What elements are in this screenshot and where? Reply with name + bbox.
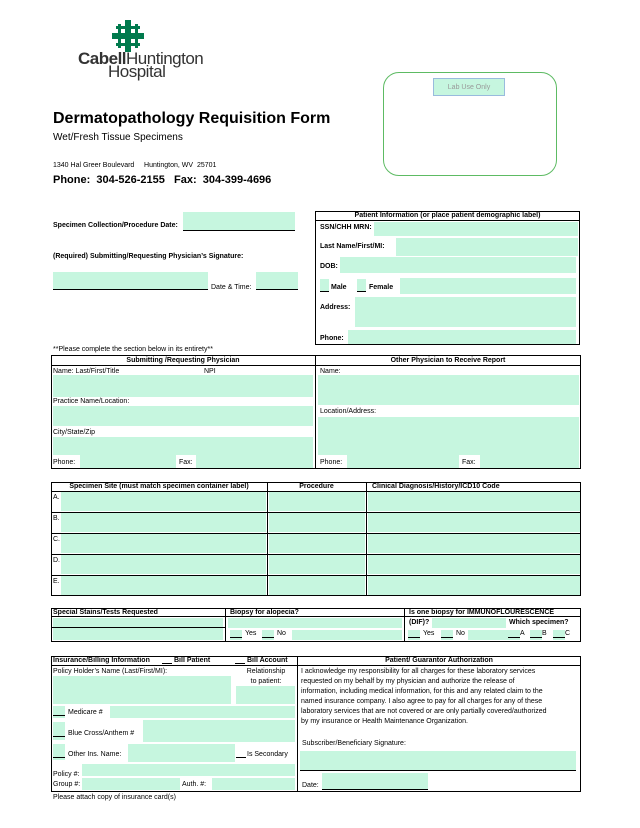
specimen-row-label: E.	[53, 578, 60, 585]
secondary-label: Is Secondary	[247, 751, 288, 758]
dif-which-label: Which specimen?	[509, 619, 569, 626]
submitting-name-label: Name: Last/First/Title	[53, 368, 120, 375]
specimen-procedure-field[interactable]	[269, 555, 365, 574]
phone-fax-line: Phone: 304-526-2155 Fax: 304-399-4696	[53, 174, 272, 186]
logo-hospital: Hospital	[108, 62, 166, 81]
other-phone-field[interactable]	[347, 455, 459, 468]
dif-a-underline	[508, 630, 520, 638]
bill-patient-label: Bill Patient	[174, 657, 211, 664]
patient-ssn-field[interactable]	[374, 222, 578, 236]
logo-huntington: Huntington	[126, 49, 204, 68]
secondary-check[interactable]	[236, 750, 246, 758]
other-ins-underline	[53, 750, 65, 758]
dif-yes-underline	[408, 630, 420, 638]
relationship-label-1: Relationship	[246, 668, 286, 675]
stains-header: Special Stains/Tests Requested	[53, 609, 158, 616]
dif-a-label: A	[520, 630, 525, 637]
specimen-diagnosis-header: Clinical Diagnosis/History/ICD10 Code	[372, 483, 500, 490]
specimen-site-field[interactable]	[61, 534, 266, 553]
stains-divider-2	[404, 608, 405, 642]
medicare-label: Medicare #	[68, 709, 103, 716]
logo-cabell: Cabell	[78, 49, 127, 68]
dif-field[interactable]	[432, 618, 506, 628]
stains-header-rule	[51, 616, 581, 617]
bill-account-label: Bill Account	[247, 657, 288, 664]
other-phone-label: Phone:	[320, 459, 343, 466]
authorization-text-line: laboratory services that are not covered or are only partially covered/authorized	[301, 708, 547, 715]
dif-header: Is one biopsy for IMMUNOFLOURESCENCE	[409, 609, 555, 616]
specimen-diagnosis-field[interactable]	[368, 555, 580, 574]
entirety-note: **Please complete the section below in its entirety**	[53, 346, 213, 353]
policy-label: Policy #:	[53, 771, 80, 778]
alopecia-no-underline	[262, 630, 274, 638]
holder-label: Policy Holder’s Name (Last/First/MI):	[53, 668, 168, 675]
specimen-site-field[interactable]	[61, 492, 266, 511]
signature-label	[53, 253, 243, 260]
submitting-city-label: City/State/Zip	[53, 429, 96, 436]
group-label: Group #:	[53, 781, 81, 788]
specimen-procedure-field[interactable]	[269, 534, 365, 553]
patient-name-label: Last Name/First/MI:	[320, 243, 385, 250]
alopecia-header: Biopsy for alopecia?	[230, 609, 299, 616]
alopecia-yes-underline	[230, 630, 242, 638]
stains-divider-1	[225, 608, 226, 642]
specimen-diagnosis-field[interactable]	[368, 534, 580, 553]
patient-header: Patient Information (or place patient demographic label)	[354, 212, 541, 219]
specimen-procedure-field[interactable]	[269, 492, 365, 511]
specimen-site-field[interactable]	[61, 576, 266, 595]
specimen-diagnosis-field[interactable]	[368, 492, 580, 511]
specimen-row-label: A.	[53, 494, 60, 501]
patient-male-label: Male	[331, 284, 347, 291]
hospital-address: 1340 Hal Greer Boulevard Huntington, WV 25701	[53, 162, 217, 169]
auth-date-label: Date:	[302, 782, 319, 789]
page-subtitle: Wet/Fresh Tissue Specimens	[53, 132, 183, 143]
specimen-procedure-header: Procedure	[299, 483, 334, 490]
stains-mid-rule	[51, 627, 225, 628]
authorization-text-line: requested on my behalf by my physician and authorize the release of	[301, 678, 515, 685]
submitting-fax-label: Fax:	[179, 459, 193, 466]
other-ins-field[interactable]	[128, 744, 235, 762]
authorization-text-line: I acknowledge my responsibility for all charges for these laboratory services	[301, 668, 536, 675]
other-fax-label: Fax:	[462, 459, 476, 466]
patient-phone-field[interactable]	[348, 330, 576, 344]
medicare-field[interactable]	[110, 706, 295, 718]
subscriber-signature-label: Subscriber/Beneficiary Signature:	[302, 740, 406, 747]
subscriber-signature-field[interactable]	[300, 751, 576, 771]
submitting-practice-label: Practice Name/Location:	[53, 398, 130, 405]
dif-no-underline	[441, 630, 453, 638]
insurance-divider	[297, 656, 298, 792]
patient-address-field[interactable]	[355, 297, 576, 327]
auth-date-underline	[322, 782, 428, 790]
submitting-phone-label: Phone:	[53, 459, 76, 466]
signature-required: (Required)	[53, 253, 88, 260]
other-name-field[interactable]	[318, 375, 579, 405]
bluecross-underline	[53, 729, 65, 737]
auth-label: Auth. #:	[182, 781, 207, 788]
insurance-header-rule	[51, 665, 581, 666]
alopecia-yes-label: Yes	[245, 630, 257, 637]
authorization-text-line: named insurance company. I also agree to pay for all charges for any of these	[301, 698, 543, 705]
physicians-header-rule	[51, 365, 581, 366]
specimen-site-header: Specimen Site (must match specimen container label)	[69, 483, 249, 490]
bill-patient-check[interactable]	[162, 656, 172, 664]
dif-b-underline	[530, 630, 542, 638]
specimen-diagnosis-field[interactable]	[368, 513, 580, 532]
collection-date-label: Specimen Collection/Procedure Date:	[53, 222, 178, 229]
female-underline	[357, 284, 366, 292]
signature-underline	[53, 282, 208, 290]
male-underline	[320, 284, 329, 292]
dif-no-label: No	[456, 630, 465, 637]
patient-gender-extra-field[interactable]	[400, 278, 576, 294]
submitting-npi-label: NPI	[204, 368, 216, 375]
other-location-field[interactable]	[318, 417, 579, 455]
other-fax-field[interactable]	[480, 455, 579, 468]
specimen-row-label: C.	[53, 536, 60, 543]
collection-date-underline	[183, 223, 295, 231]
attach-note: Please attach copy of insurance card(s)	[53, 794, 176, 801]
patient-dob-field-top[interactable]	[340, 257, 576, 273]
dif-b-label: B	[542, 630, 547, 637]
medicare-underline	[53, 708, 65, 716]
policy-field[interactable]	[82, 764, 295, 776]
specimen-procedure-field[interactable]	[269, 576, 365, 595]
patient-name-field[interactable]	[396, 238, 578, 256]
logo-cross-icon	[112, 20, 144, 52]
authorization-text-line: by my insurance or Health Maintenance Organization.	[301, 718, 468, 725]
patient-dob-label: DOB:	[320, 263, 338, 270]
alopecia-no-label: No	[277, 630, 286, 637]
dif-yes-label: Yes	[423, 630, 435, 637]
patient-female-label: Female	[369, 284, 394, 291]
patient-phone-label: Phone:	[320, 335, 344, 342]
subscriber-signature-line	[300, 770, 576, 771]
submitting-name-field[interactable]	[53, 375, 313, 397]
other-name-label: Name:	[320, 368, 341, 375]
bill-account-check[interactable]	[235, 656, 245, 664]
specimen-site-field[interactable]	[61, 513, 266, 532]
signature-label-text: Submitting/Requesting Physician’s Signature:	[88, 253, 244, 260]
other-ins-label: Other Ins. Name:	[68, 751, 122, 758]
auth-field[interactable]	[212, 778, 295, 790]
dif-c-underline	[553, 630, 565, 638]
page-title: Dermatopathology Requisition Form	[53, 110, 331, 127]
alopecia-field[interactable]	[228, 618, 402, 628]
submitting-fax-field[interactable]	[196, 455, 313, 468]
relationship-label-2: to patient:	[250, 678, 282, 685]
dif-extra-field[interactable]	[468, 630, 508, 640]
alopecia-extra-field[interactable]	[292, 630, 402, 640]
group-field[interactable]	[82, 778, 180, 790]
dif-label: (DIF)?	[409, 619, 430, 626]
holder-field[interactable]	[53, 676, 231, 704]
submitting-city-field[interactable]	[53, 437, 313, 455]
bluecross-label: Blue Cross/Anthem #	[68, 730, 135, 737]
dif-c-label: C	[565, 630, 571, 637]
datetime-label: Date & Time:	[211, 284, 252, 291]
other-physician-header: Other Physician to Receive Report	[390, 357, 506, 364]
relationship-field[interactable]	[236, 686, 295, 704]
specimen-col-divider-2	[366, 482, 367, 596]
insurance-header: Insurance/Billing Information	[53, 657, 150, 664]
physicians-divider	[315, 355, 316, 469]
patient-header-rule	[315, 220, 580, 221]
specimen-col-divider-1	[267, 482, 268, 596]
submitting-practice-field[interactable]	[53, 406, 313, 426]
lab-use-label: Lab Use Only	[433, 78, 505, 96]
specimen-site-field[interactable]	[61, 555, 266, 574]
bluecross-field[interactable]	[143, 720, 295, 742]
specimen-diagnosis-field[interactable]	[368, 576, 580, 595]
specimen-row-label: D.	[53, 557, 60, 564]
other-location-label: Location/Address:	[320, 408, 377, 415]
patient-ssn-label: SSN/CHH MRN:	[320, 224, 372, 231]
submitting-phone-field[interactable]	[80, 455, 176, 468]
specimen-procedure-field[interactable]	[269, 513, 365, 532]
submitting-header: Submitting /Requesting Physician	[126, 357, 240, 364]
stains-field[interactable]	[53, 618, 223, 640]
authorization-text-line: information, including medical information, for this and any related claim to the	[301, 688, 543, 695]
datetime-underline	[256, 282, 298, 290]
authorization-header: Patient/ Guarantor Authorization	[385, 657, 493, 664]
patient-address-label: Address:	[320, 304, 351, 311]
specimen-row-label: B.	[53, 515, 60, 522]
